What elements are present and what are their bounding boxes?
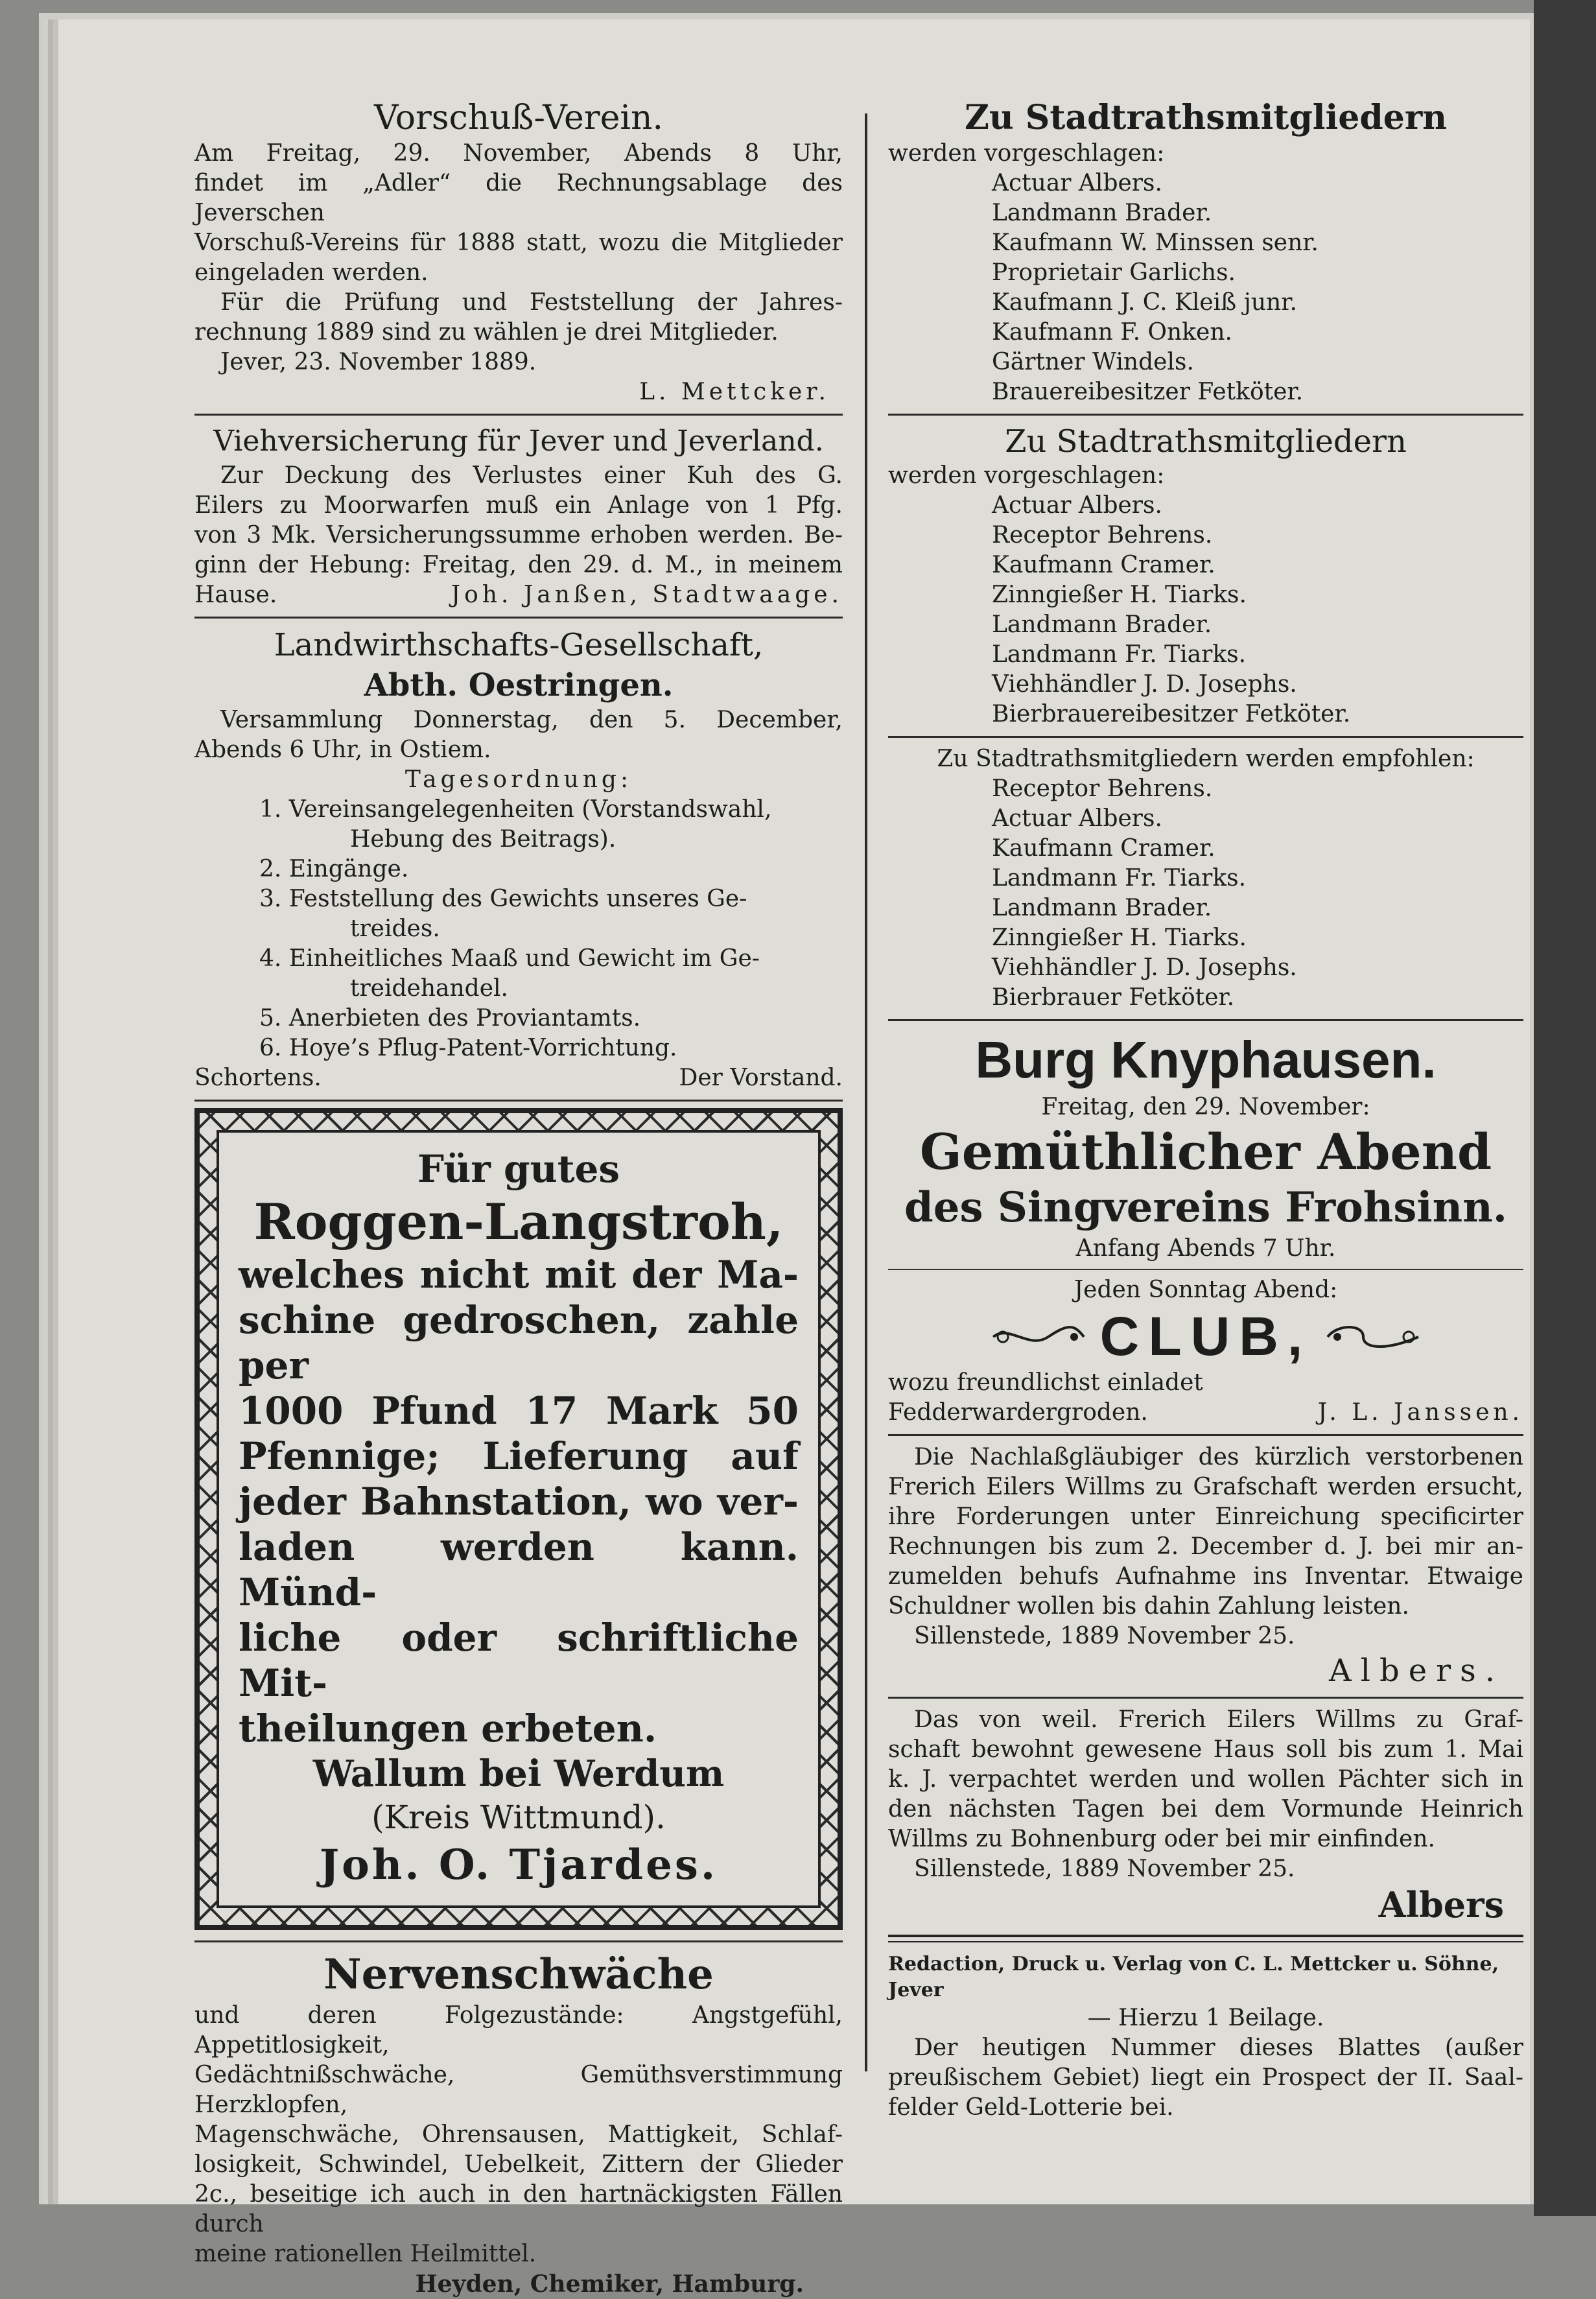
ad-burg-knyphausen (888, 1028, 1523, 1264)
candidate-name: Actuar Albers. (992, 805, 1162, 832)
ad-line: meine rationellen Heilmittel. (194, 2241, 537, 2267)
ad-title: Vorschuß-Verein. (373, 99, 664, 137)
candidate-name: Bierbrauereibesitzer Fetköter. (992, 701, 1351, 727)
divider (888, 1697, 1523, 1699)
right-column (888, 97, 1523, 2123)
candidate-name: Receptor Behrens. (992, 775, 1213, 802)
ad-signature: Joh. O. Tjardes. (319, 1841, 718, 1889)
ad-signature: L. Mettcker. (639, 379, 830, 405)
agenda-item: 2. Eingänge. (259, 856, 409, 882)
ad-line: k. J. verpachtet werden und wollen Pächter sich in (888, 1766, 1523, 1793)
candidate-name: Actuar Albers. (992, 492, 1162, 519)
ad-line: Hause. (194, 582, 277, 608)
ad-line: Am Freitag, 29. November, Abends 8 Uhr, (194, 140, 843, 167)
ad-line: losigkeit, Schwindel, Uebelkeit, Zittern der Glieder (194, 2151, 843, 2178)
agenda-list (194, 795, 843, 1063)
ad-line: Rechnungen bis zum 2. December d. J. bei mir an- (888, 1533, 1523, 1560)
ad-line: findet im „Adler“ die Rechnungsablage des Jeverschen (194, 170, 843, 226)
candidate-name: Kaufmann Cramer. (992, 552, 1215, 578)
ad-signature: Heyden, Chemiker, Hamburg. (415, 2270, 804, 2298)
ad-footer (888, 1398, 1523, 1428)
ad-headline: Für gutes (417, 1147, 620, 1191)
ad-line: liche oder schriftliche Mit- (239, 1616, 799, 1705)
candidate-name: Brauereibesitzer Fetköter. (992, 379, 1304, 405)
ad-line: Jeden Sonntag Abend: (1074, 1277, 1338, 1303)
ad-line: ginn der Hebung: Freitag, den 29. d. M., in meinem (194, 552, 843, 578)
divider (888, 736, 1523, 738)
ad-footer (194, 580, 843, 610)
ad-signature: Der Vorstand. (679, 1065, 843, 1091)
ad-place: Schortens. (194, 1065, 322, 1091)
ad-headline: Gemüthlicher Abend (919, 1123, 1492, 1181)
ad-nervenschwaeche (194, 1949, 843, 2299)
ad-headline: des Singvereins Frohsinn. (904, 1183, 1508, 1232)
supplement-note: — Hierzu 1 Beilage. (1087, 2005, 1324, 2031)
candidate-name: Viehhändler J. D. Josephs. (992, 954, 1297, 981)
ad-title: Landwirthschafts-Gesellschaft, (274, 627, 764, 663)
ad-line: rechnung 1889 sind zu wählen je drei Mitglieder. (194, 319, 779, 346)
imprint (888, 1951, 1523, 2123)
candidate-name: Landmann Brader. (992, 200, 1212, 226)
ad-signature: Albers (1378, 1884, 1504, 1926)
left-column (194, 97, 843, 2299)
candidate-name: Zinngießer H. Tiarks. (992, 582, 1247, 608)
ad-line: Gedächtnißschwäche, Gemüthsverstimmung Herzklopfen, (194, 2062, 843, 2118)
candidate-name: Viehhändler J. D. Josephs. (992, 671, 1297, 698)
divider (194, 1100, 843, 1102)
ad-title: Zu Stadtrathsmitgliedern werden empfohlen: (937, 746, 1475, 772)
ad-signature: Albers. (1329, 1653, 1504, 1689)
ad-line: 2c., beseitige ich auch in den hartnäckigsten Fällen durch (194, 2181, 843, 2237)
ad-line: Pfennige; Lieferung auf (239, 1434, 799, 1478)
ad-date: Sillenstede, 1889 November 25. (914, 1856, 1295, 1882)
ad-line: Versammlung Donnerstag, den 5. December, (220, 707, 843, 733)
imprint-line: Redaction, Druck u. Verlag von C. L. Mettcker u. Söhne, Jever (888, 1953, 1499, 2001)
ad-date: Freitag, den 29. November: (1041, 1094, 1370, 1120)
divider (888, 1269, 1523, 1270)
ad-haus-verpachtung (888, 1705, 1523, 1926)
agenda-item-cont: treidehandel. (350, 975, 508, 1002)
ad-place: Wallum bei Werdum (312, 1752, 725, 1795)
ad-line: Schuldner wollen bis dahin Zahlung leisten. (888, 1593, 1409, 1620)
ad-line: felder Geld-Lotterie bei. (888, 2094, 1174, 2121)
ad-line: Abends 6 Uhr, in Ostiem. (194, 737, 491, 763)
agenda-item: 4. Einheitliches Maaß und Gewicht im Ge- (259, 945, 760, 972)
agenda-item-cont: Hebung des Beitrags). (350, 826, 616, 853)
ad-stadtrath-3 (888, 744, 1523, 1013)
candidate-name: Bierbrauer Fetköter. (992, 984, 1235, 1011)
agenda-item: 5. Anerbieten des Proviantamts. (259, 1005, 641, 1032)
ad-line: laden werden kann. Münd- (239, 1525, 799, 1614)
divider (194, 1940, 843, 1942)
agenda-item: 6. Hoye’s Pflug-Patent-Vorrichtung. (259, 1035, 677, 1061)
candidate-name: Receptor Behrens. (992, 522, 1213, 548)
ad-line: von 3 Mk. Versicherungssumme erhoben werden. Be- (194, 522, 843, 548)
ad-line: schaft bewohnt gewesene Haus soll bis zum 1. Mai (888, 1736, 1523, 1763)
ad-landwirthschafts-gesellschaft (194, 625, 843, 1093)
club-title: CLUB, (1099, 1306, 1312, 1367)
agenda-item: 3. Feststellung des Gewichts unseres Ge- (259, 886, 747, 912)
ad-line: preußischem Gebiet) liegt ein Prospect der II. Saal- (888, 2064, 1523, 2091)
ad-line: Für die Prüfung und Feststellung der Jahres- (220, 289, 843, 316)
ad-place: Fedderwardergroden. (888, 1399, 1148, 1426)
candidate-name: Kaufmann J. C. Kleiß junr. (992, 289, 1297, 316)
ad-club (888, 1275, 1523, 1428)
ad-viehversicherung (194, 422, 843, 610)
ad-line: Der heutigen Nummer dieses Blattes (außer (914, 2034, 1523, 2061)
scroll-ornament-icon (990, 1321, 1087, 1353)
divider (888, 1019, 1523, 1021)
ad-title: Burg Knyphausen. (975, 1031, 1437, 1089)
candidate-name: Kaufmann Cramer. (992, 835, 1215, 862)
ad-line: Vorschuß-Vereins für 1888 statt, wozu die Mitglieder (194, 230, 843, 256)
ad-line: Die Nachlaßgläubiger des kürzlich verstorbenen (914, 1444, 1523, 1470)
ad-intro: werden vorgeschlagen: (888, 462, 1165, 489)
ad-headline-large: Roggen-Langstroh, (253, 1193, 784, 1251)
scan-border (1534, 0, 1596, 2216)
ad-line: jeder Bahnstation, wo ver- (239, 1480, 799, 1524)
divider (194, 414, 843, 416)
ad-line: Willms zu Bohnenburg oder bei mir einfinden. (888, 1826, 1435, 1852)
ad-title: Nervenschwäche (323, 1950, 714, 1999)
scroll-ornament-icon (1324, 1321, 1422, 1353)
ad-line: Eilers zu Moorwarfen muß ein Anlage von 1 Pfg. (194, 492, 843, 519)
candidate-name: Landmann Fr. Tiarks. (992, 641, 1247, 668)
candidate-name: Zinngießer H. Tiarks. (992, 925, 1247, 951)
candidate-name: Landmann Brader. (992, 611, 1212, 638)
ad-line: wozu freundlichst einladet (888, 1369, 1203, 1396)
ad-date: Sillenstede, 1889 November 25. (914, 1623, 1295, 1649)
ad-line: den nächsten Tagen bei dem Vormunde Heinrich (888, 1796, 1523, 1822)
ad-stadtrath-2 (888, 422, 1523, 729)
candidate-name: Proprietair Garlichs. (992, 259, 1236, 286)
ad-line: welches nicht mit der Ma- (239, 1253, 799, 1297)
agenda-item: 1. Vereinsangelegenheiten (Vorstandswahl, (259, 796, 772, 823)
ad-signature: J. L. Janssen. (1317, 1399, 1523, 1426)
candidate-name: Kaufmann W. Minssen senr. (992, 230, 1319, 256)
divider (888, 414, 1523, 416)
ad-roggen-langstroh (194, 1108, 843, 1930)
candidate-name: Landmann Fr. Tiarks. (992, 865, 1247, 891)
ad-line: Das von weil. Frerich Eilers Willms zu Graf- (914, 1706, 1523, 1733)
ad-subtitle: Abth. Oestringen. (364, 667, 674, 703)
ad-box-inner (217, 1130, 821, 1908)
ad-line: und deren Folgezustände: Angstgefühl, Appetitlosigkeit, (194, 2002, 843, 2058)
divider-double (888, 1935, 1523, 1942)
ad-date: Jever, 23. November 1889. (220, 349, 537, 375)
ad-stadtrath-1 (888, 97, 1523, 407)
ad-intro: werden vorgeschlagen: (888, 140, 1165, 167)
divider (888, 1434, 1523, 1436)
ad-title: Zu Stadtrathsmitgliedern (1005, 423, 1407, 460)
candidate-name: Actuar Albers. (992, 170, 1162, 196)
ad-line: theilungen erbeten. (239, 1706, 657, 1751)
ad-footer (194, 1063, 843, 1093)
candidate-name: Landmann Brader. (992, 895, 1212, 921)
club-row (888, 1305, 1523, 1368)
ad-line: ihre Forderungen unter Einreichung specificirter (888, 1503, 1523, 1530)
ad-line: 1000 Pfund 17 Mark 50 (239, 1389, 799, 1433)
ad-district: (Kreis Wittmund). (371, 1798, 666, 1836)
divider (194, 617, 843, 619)
ad-nachlass (888, 1443, 1523, 1690)
ad-line: schine gedroschen, zahle per (239, 1298, 799, 1387)
ad-line: zumelden behufs Aufnahme ins Inventar. Etwaige (888, 1563, 1523, 1590)
ad-line: Zur Deckung des Verlustes einer Kuh des G. (220, 462, 843, 489)
ad-line: Frerich Eilers Willms zu Grafschaft werden ersucht, (888, 1474, 1523, 1500)
candidate-name: Gärtner Windels. (992, 349, 1194, 375)
candidate-name: Kaufmann F. Onken. (992, 319, 1232, 346)
ad-title: Viehversicherung für Jever und Jeverland. (213, 425, 824, 458)
ad-line: Anfang Abends 7 Uhr. (1075, 1235, 1336, 1262)
column-rule (865, 113, 867, 2071)
ad-vorschuss-verein (194, 97, 843, 407)
ad-line: Magenschwäche, Ohrensausen, Mattigkeit, Schlaf- (194, 2121, 843, 2148)
ad-title: Zu Stadtrathsmitgliedern (964, 98, 1448, 137)
agenda-item-cont: treides. (350, 915, 440, 942)
ad-line: eingeladen werden. (194, 259, 428, 286)
agenda-title: Tagesordnung: (405, 766, 633, 793)
ad-signature: Joh. Janßen, Stadtwaage. (451, 582, 843, 608)
